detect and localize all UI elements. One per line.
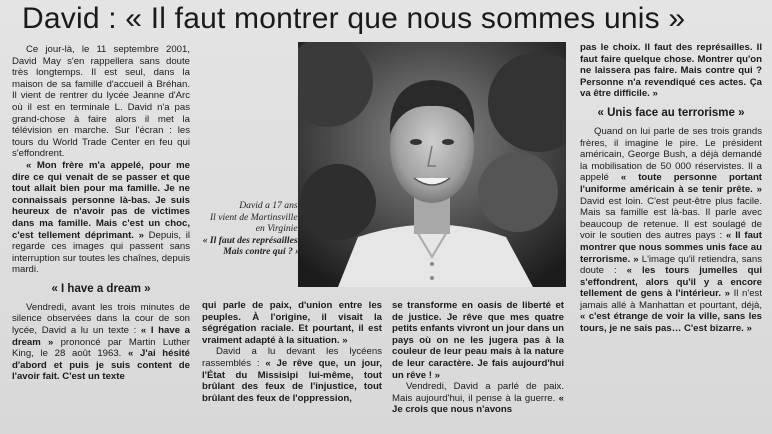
paragraph xyxy=(392,300,564,381)
quote-text: « Mon frère m'a appelé, pour me dire ce qui venait de se passer et que tout allait bien pour ma famille. Je ne connaissais personne là-bas. Je suis heureux de n'avoir pas de victimes dans ma famille. Mais c'est un choc, c'est tellement déprimant. » xyxy=(12,159,190,241)
photo-caption xyxy=(200,200,300,300)
paragraph xyxy=(580,42,762,100)
portrait-photo xyxy=(298,42,566,287)
paragraph-text: Il n'est jamais allé à Manhattan et pourtant, déjà, xyxy=(580,288,763,311)
paragraph-text: prononcé par Martin Luther King, le 28 août 1963. xyxy=(12,336,190,360)
paragraph xyxy=(202,346,382,404)
article-column-2 xyxy=(202,300,382,430)
quote-text: se transforme en oasis de liberté et de justice. Je rêve que mes quatre petits enfants vivront un jour dans un pays où on ne les jugera pas à la couleur de leur peau mais à la nature de leur caractère. Je fais aujourd'hui un rêve ! » xyxy=(392,300,564,381)
quote-text: « Je crois que nous n'avons xyxy=(392,392,564,416)
quote-text: pas le choix. Il faut des représailles. Il faut faire quelque chose. Montrer qu'on ne laissera pas faire. Mais contre qui ? Personne n'a revendiqué ces actes. Ça va être difficile. » xyxy=(580,42,762,100)
article-column-1 xyxy=(12,44,190,430)
paragraph xyxy=(12,160,190,276)
paragraph-text: David a lu devant les lycéens rassemblés : xyxy=(202,346,382,369)
article-headline: David : « Il faut montrer que nous sommes unis » xyxy=(22,2,686,35)
quote-text: « c'est étrange de voir la ville, sans les tours, je ne sais pas… C'est bizarre. » xyxy=(580,311,762,335)
quote-text: « Je rêve que, un jour, l'État du Missisipi lui-même, tout brûlant des feux de l'injustice, tout brûlant des feux de l'oppression, xyxy=(202,357,382,404)
caption-quote: « Il faut des représailles. Mais contre qui ? » xyxy=(202,234,300,258)
subheading: « I have a dream » xyxy=(51,282,151,295)
quote-text: « Il faut montrer que nous sommes unis face au terrorisme. » xyxy=(580,230,762,265)
paragraph-text: Depuis, il regarde ces images qui passent sans interruption sur toutes les chaînes, depuis mardi. xyxy=(12,229,191,276)
quote-text: « les tours jumelles qui s'effondrent, alors qu'il y a encore tellement de gens à l'intérieur. » xyxy=(580,265,762,300)
paragraph-text: David est loin. C'est peut-être plus facile. Mais sa famille est là-bas. Il parle avec beaucoup de retenue. Il est soulagé de voir le soutien des autres pays : xyxy=(580,195,762,242)
article-column-3 xyxy=(392,300,564,430)
paragraph xyxy=(392,381,564,416)
quote-text: « toute personne portant l'uniforme américain à se tenir prête. » xyxy=(580,172,762,195)
paragraph: Ce jour-là, le 11 septembre 2001, David May s'en rappellera sans doute très longtemps. Il est seul, dans la maison de sa famille d'accueil à Bréhan. Il vient de rentrer du lycée Jeanne d'Arc où il est en terminale L. David n'a pas grand-chose à faire alors il met la télévision en marche. Sur l'écran : les tours du World Trade Center en feu qui s'effondrent. xyxy=(12,44,190,160)
quote-text: « I have a dream » xyxy=(12,325,191,348)
paragraph-text: Vendredi, avant les trois minutes de silence observées dans la cour de son lycée, David a lu un texte : xyxy=(12,301,190,337)
article-column-4 xyxy=(580,42,762,430)
paragraph-text: Quand on lui parle de ses trois grands frères, il imagine le pire. Le président américain, George Bush, a déjà demandé la mobilisation de 50 000 réservistes. Il a appelé xyxy=(580,125,762,184)
caption-line: Il vient de Martinsville, en Virginie. xyxy=(209,211,300,235)
paragraph xyxy=(202,300,382,346)
paragraph xyxy=(580,126,762,335)
paragraph xyxy=(12,302,190,383)
quote-text: « J'ai hésité d'abord et puis je suis content de l'avoir fait. C'est un texte xyxy=(12,348,191,383)
caption-line: David a 17 ans. xyxy=(239,200,300,211)
quote-text: qui parle de paix, d'union entre les peuples. À l'origine, il visait la ségrégation raciale. Et pourtant, il est vraiment adapté à la situation. » xyxy=(202,300,382,346)
paragraph-text: Vendredi, David a parlé de paix. Mais aujourd'hui, il pense à la guerre. xyxy=(392,381,564,404)
subheading: « Unis face au terrorisme » xyxy=(597,106,745,119)
paragraph-text: L'image qu'il retiendra, sans doute : xyxy=(580,253,762,277)
portrait-image xyxy=(298,42,566,287)
